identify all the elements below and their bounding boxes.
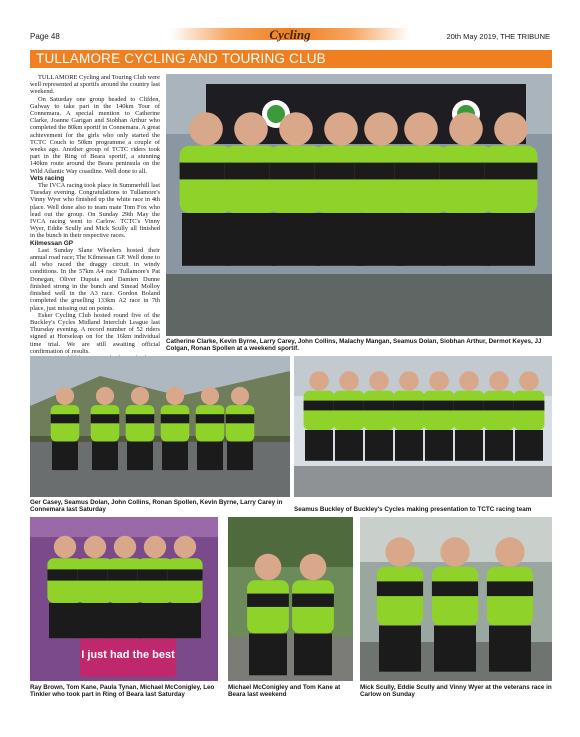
article-subheading: Vets racing [30, 174, 65, 182]
photo-vets-carlow [360, 517, 552, 681]
photo-caption: Seamus Buckley of Buckley's Cycles making presentation to TCTC racing team [294, 506, 532, 513]
photo-caption: Ger Casey, Seamus Dolan, John Collins, Ronan Spollen, Kevin Byrne, Larry Carey in Connemara last Saturday [30, 499, 283, 514]
photo-caption: Catherine Clarke, Kevin Byrne, Larry Carey, John Collins, Malachy Mangan, Seamus Dolan, Siobhan Arthur, Dermot Keyes, JJ Colgan, Ronan Spollen at a weekend sportif. [166, 338, 542, 353]
photo-road-connemara [30, 356, 290, 497]
article-paragraph: Esker Cycling Club hosted round five of the Buckley's Cycles Midland Interclub League last Thursday evening. A record number of 52 riders signed at Horseleap on for the 16km individual time trial. We are still awaiting official confirmation of results. [30, 311, 160, 355]
photo-presentation [294, 356, 552, 497]
headline: TULLAMORE CYCLING AND TOURING CLUB [36, 51, 326, 66]
sign-text: I just had the best [81, 649, 175, 661]
photo-caption: Mick Scully, Eddie Scully and Vinny Wyer at the veterans race in Carlow on Sunday [360, 684, 552, 699]
section-title: Cycling [269, 27, 311, 42]
article-paragraph: The IVCA racing took place in Summerhill last Tuesday evening. Congratulations to Tullamore's Vinny Wyer who finished up the white race in 4th place. Well done also to team mate Tom Fox who lead out the group. On Sunday 29th May the IVCA racing went to Carlow. TCTC's Vinny Wyer, Eddie Scully and Mick Scully all finished in the bunch in their respective races. [30, 182, 160, 240]
issue-date: 20th May 2019, THE TRIBUNE [446, 32, 550, 41]
photo-ring-of-beara [30, 517, 218, 681]
photo-beara-pair [228, 517, 353, 681]
page-number: Page 48 [30, 32, 60, 41]
article-body [30, 74, 160, 377]
article-paragraph: Last Sunday Slane Wheelers hosted their annual road race; The Kilmessan GP. Well done to all who raced the draggy circuit in windy conditions. In the 57km A4 race Tullamore's Pat Donegan, Oliver Dupuis and Damien Dunne finished strong in the bunch and Sinead Molloy finished well in the A3 race. Gordon Boland completed the gruelling 133km A2 race in 7th place, just missing out on points. [30, 246, 160, 312]
article-paragraph: TULLAMORE Cycling and Touring Club were well represented at sportifs around the country last weekend. [30, 74, 160, 96]
article-paragraph: On Saturday one group headed to Clifden, Galway to take part in the 140km Tour of Connemara. A special mention to Catherine Clarke, Joanne Garigan and Siobhan Arthur who completed the 80km sportif in Connemara. A great achievement for the girls who only started the TCTC Couch to 50km programme a couple of weeks ago. Another group of TCTC riders took part in the Ring of Beara sportif, a stunning 140km route around the Beara peninsula on the Wild Atlantic Way coastline. Well done to all. [30, 95, 160, 175]
photo-caption: Ray Brown, Tom Kane, Paula Tynan, Michael McConigley, Leo Tinkler who took part in Ring of Beara last Saturday [30, 684, 215, 699]
photo-caption: Michael McConigley and Tom Kane at Beara last weekend [228, 684, 341, 699]
photo-group-sportif [166, 74, 552, 336]
article-subheading: Kilmessan GP [30, 239, 73, 247]
